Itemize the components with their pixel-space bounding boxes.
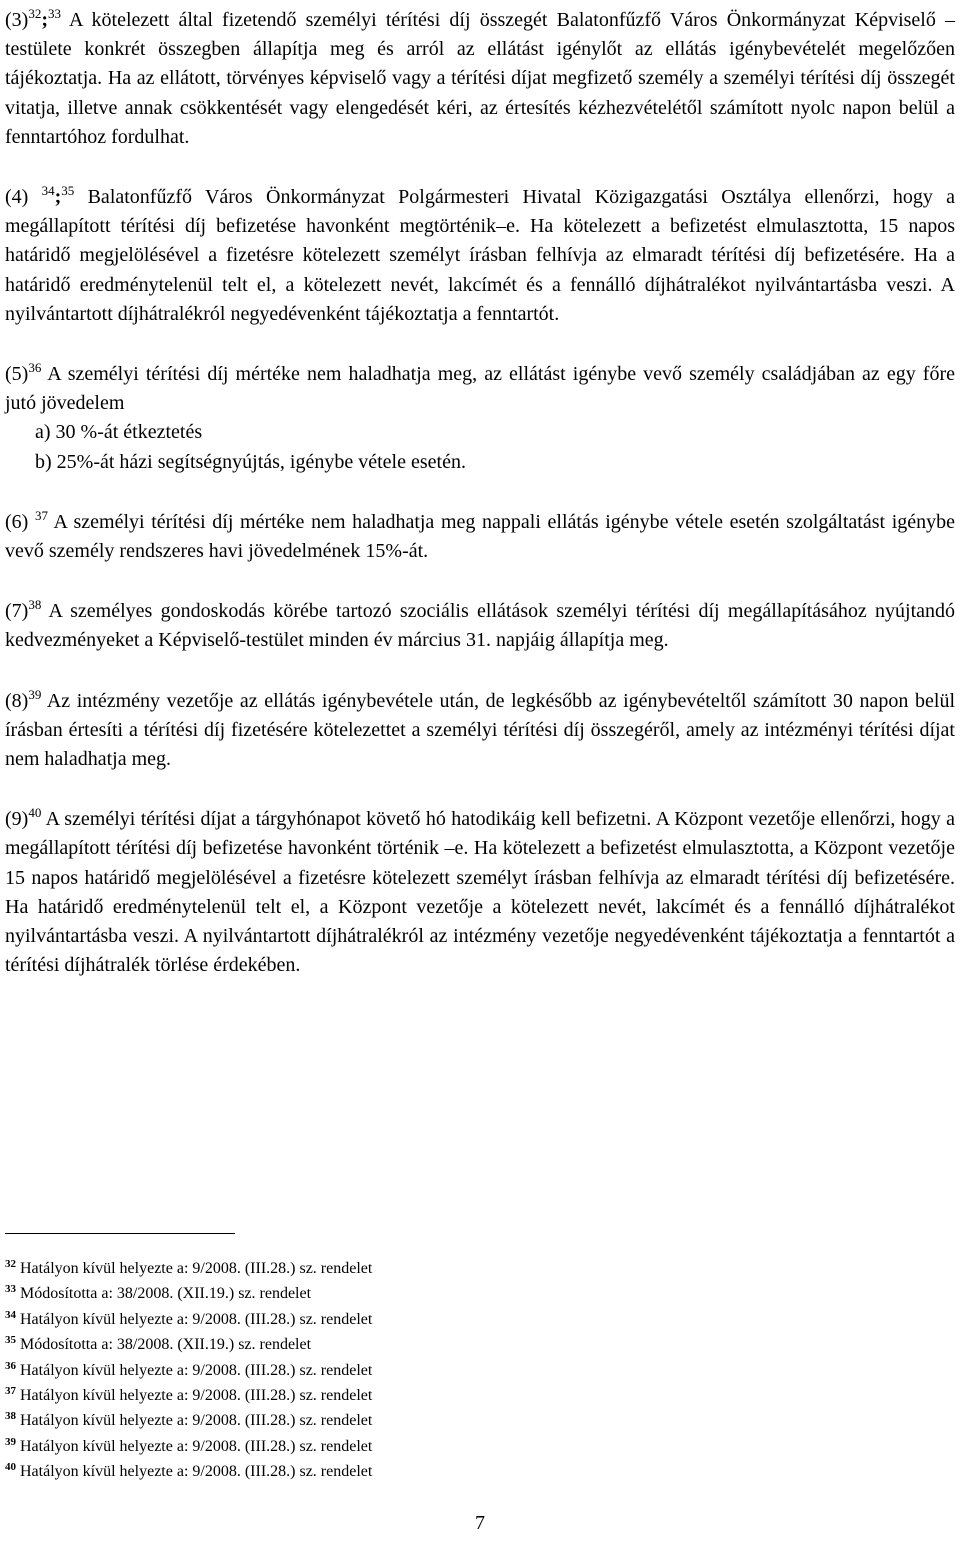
footnote-text: Hatályon kívül helyezte a: 9/2008. (III.28.) sz. rendelet [20,1387,373,1405]
footnote-number: 35 [5,1334,16,1347]
paragraph-number: (4) [5,186,42,209]
paragraph-8 [5,687,955,775]
footnote-text: Hatályon kívül helyezte a: 9/2008. (III.28.) sz. rendelet [20,1437,373,1455]
footnote-text: Módosította a: 38/2008. (XII.19.) sz. rendelet [20,1336,312,1354]
footnote-text: Hatályon kívül helyezte a: 9/2008. (III.28.) sz. rendelet [20,1310,373,1328]
footnote-ref: 36 [28,360,42,376]
footnote-number: 32 [5,1258,16,1270]
paragraph-text: A kötelezett által fizetendő személyi térítési díj összegét Balatonfűzfő Város Önkormányzat Képviselő – testülete konkrét összegben állapítja meg és arról az ellátást igénylőt az ellátás igénybevételét megelőzően tájékoztatja. Ha az ellátott, törvényes képviselő vagy a térítési díjat megfizető személy a személyi térítési díj összegét vitatja, illetve annak csökkentését vagy elengedését kéri, az értesítés kézhezvételétől számított nyolc napon belül a fenntartóhoz fordulhat. [5,9,955,148]
separator: ; [41,9,48,31]
footnote-ref: 38 [28,597,42,613]
paragraph-number: (5) [5,363,29,386]
footnote-text: Hatályon kívül helyezte a: 9/2008. (III.28.) sz. rendelet [20,1412,373,1430]
footnote-text: Hatályon kívül helyezte a: 9/2008. (III.28.) sz. rendelet [20,1260,373,1277]
paragraph-4 [5,183,955,329]
page-number: 7 [475,1512,485,1534]
footnote-ref: 39 [28,686,42,702]
footnote [5,1358,705,1383]
footnote [5,1307,705,1332]
paragraph-number: (8) [5,689,29,712]
paragraph-text: A személyi térítési díj mértéke nem haladhatja meg, az ellátást igénybe vevő személy családjában az egy főre jutó jövedelem [5,363,955,415]
footnote-number: 33 [5,1283,16,1296]
document-body [5,6,955,980]
paragraph-text: Balatonfűzfő Város Önkormányzat Polgármesteri Hivatal Közigazgatási Osztálya ellenőrzi, hogy a megállapított térítési díj befizetése havonként megtörténik–e. Ha kötelezett a befizetést elmulasztotta, 15 napos határidő megjelölésével a fizetésre kötelezett személyt írásban felhívja az elmaradt térítési díj befizetésére. Ha a határidő eredménytelenül telt el, a kötelezett nevét, lakcímét és a fennálló díjhátralékot nyilvántartásba veszi. A nyilvántartott díjhátralékról negyedévenként tájékoztatja a fenntartót. [5,186,955,325]
paragraph-number: (7) [5,600,29,623]
paragraph-number: (3) [5,9,29,31]
separator: ; [54,186,62,209]
footnote-ref: 35 [61,183,75,199]
footnote [5,1459,705,1484]
footnote [5,1332,705,1357]
footnote-number: 37 [5,1385,16,1398]
list-item: b) 25%-át házi segítségnyújtás, igénybe vétele esetén. [35,450,466,473]
footnote [5,1383,705,1408]
paragraph-number: (9) [5,808,29,831]
paragraph-text: A személyi térítési díjat a tárgyhónapot követő hó hatodikáig kell befizetni. A Központ vezetője ellenőrzi, hogy a megállapított térítési díj befizetése havonként történik –e. Ha kötelezett a befizetést elmulasztotta, a Központ vezetője 15 napos határidő megjelölésével a fizetésre kötelezett személyt írásban felhívja az elmaradt térítési díj befizetésére. Ha határidő eredménytelenül telt el, a Központ vezetője a kötelezett nevét, lakcímét és a fennálló díjhátralékot nyilvántartásba veszi. A nyilvántartott díjhátralékról az intézmény vezetője negyedévenként tájékoztatja a fenntartót a térítési díjhátralék törlése érdekében. [5,808,955,977]
paragraph-5 [5,360,955,418]
paragraph-9 [5,805,955,980]
footnote-text: Módosította a: 38/2008. (XII.19.) sz. rendelet [20,1285,312,1303]
paragraph-text: Az intézmény vezetője az ellátás igénybevétele után, de legkésőbb az igénybevételtől számított 30 napon belül írásban értesíti a térítési díj fizetésére kötelezettet a személyi térítési díj összegéről, amely az intézményi térítési díjat nem haladhatja meg. [5,689,955,771]
paragraph-6 [5,508,955,566]
footnote-ref: 32 [28,6,42,21]
paragraph-number: (6) [5,510,35,533]
footnote [5,1256,705,1281]
footnote-number: 40 [5,1461,16,1474]
paragraph-7 [5,597,955,655]
footnote-divider [5,1233,235,1234]
footnote-text: Hatályon kívül helyezte a: 9/2008. (III.28.) sz. rendelet [20,1361,373,1379]
footnote [5,1408,705,1433]
footnote-number: 36 [5,1359,16,1372]
footnote-ref: 33 [48,6,61,21]
footnote [5,1434,705,1459]
footnote-number: 39 [5,1435,16,1448]
footnote-number: 38 [5,1410,16,1423]
footnote [5,1281,705,1306]
footnote-ref: 40 [28,805,42,821]
paragraph-text: A személyes gondoskodás körébe tartozó szociális ellátások személyi térítési díj megállapításához nyújtandó kedvezményeket a Képviselő-testület minden év március 31. napjáig állapítja meg. [5,600,955,652]
footnote-number: 34 [5,1308,16,1321]
footnote-ref: 34 [41,183,55,199]
paragraph-text: A személyi térítési díj mértéke nem haladhatja meg nappali ellátás igénybe vétele esetén szolgáltatást igénybe vevő személy rendszeres havi jövedelmének 15%-át. [5,510,955,563]
list-item: a) 30 %-át étkeztetés [35,421,203,444]
footnote-list [5,1256,705,1485]
footnote-ref: 37 [34,507,48,523]
paragraph-3 [5,6,955,152]
footnote-text: Hatályon kívül helyezte a: 9/2008. (III.28.) sz. rendelet [20,1463,373,1481]
